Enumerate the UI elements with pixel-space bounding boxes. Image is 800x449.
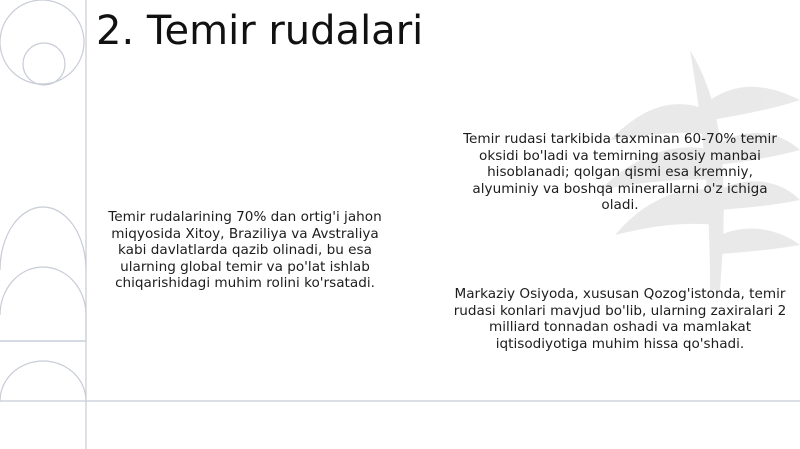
- paragraph-ore-composition: Temir rudasi tarkibida taxminan 60-70% temir oksidi bo'ladi va temirning asosiy manbai hisoblanadi; qolgan qismi esa kremniy, alyuminiy va boshqa minerallarni o'z ichiga oladi.: [463, 131, 777, 213]
- slide-title: 2. Temir rudalari: [96, 8, 424, 54]
- paragraph-world-production: Temir rudalarining 70% dan ortig'i jahon miqyosida Xitoy, Braziliya va Avstraliya kabi davlatlarda qazib olinadi, bu esa ularning global temir va po'lat ishlab chiqarishidagi muhim rolini ko'rsatadi.: [108, 209, 382, 291]
- paragraph-central-asia-deposits: Markaziy Osiyoda, xususan Qozog'istonda, temir rudasi konlari mavjud bo'lib, ularning zaxiralari 2 milliard tonnadan oshadi va mamlakat iqtisodiyotiga muhim hissa qo'shadi.: [453, 286, 787, 352]
- decor-circle-small: [23, 43, 65, 85]
- decor-circle-large: [0, 0, 84, 84]
- decor-arch-bottom: [0, 361, 86, 401]
- decor-arch-lower: [0, 267, 86, 341]
- decor-arch-upper: [0, 207, 86, 270]
